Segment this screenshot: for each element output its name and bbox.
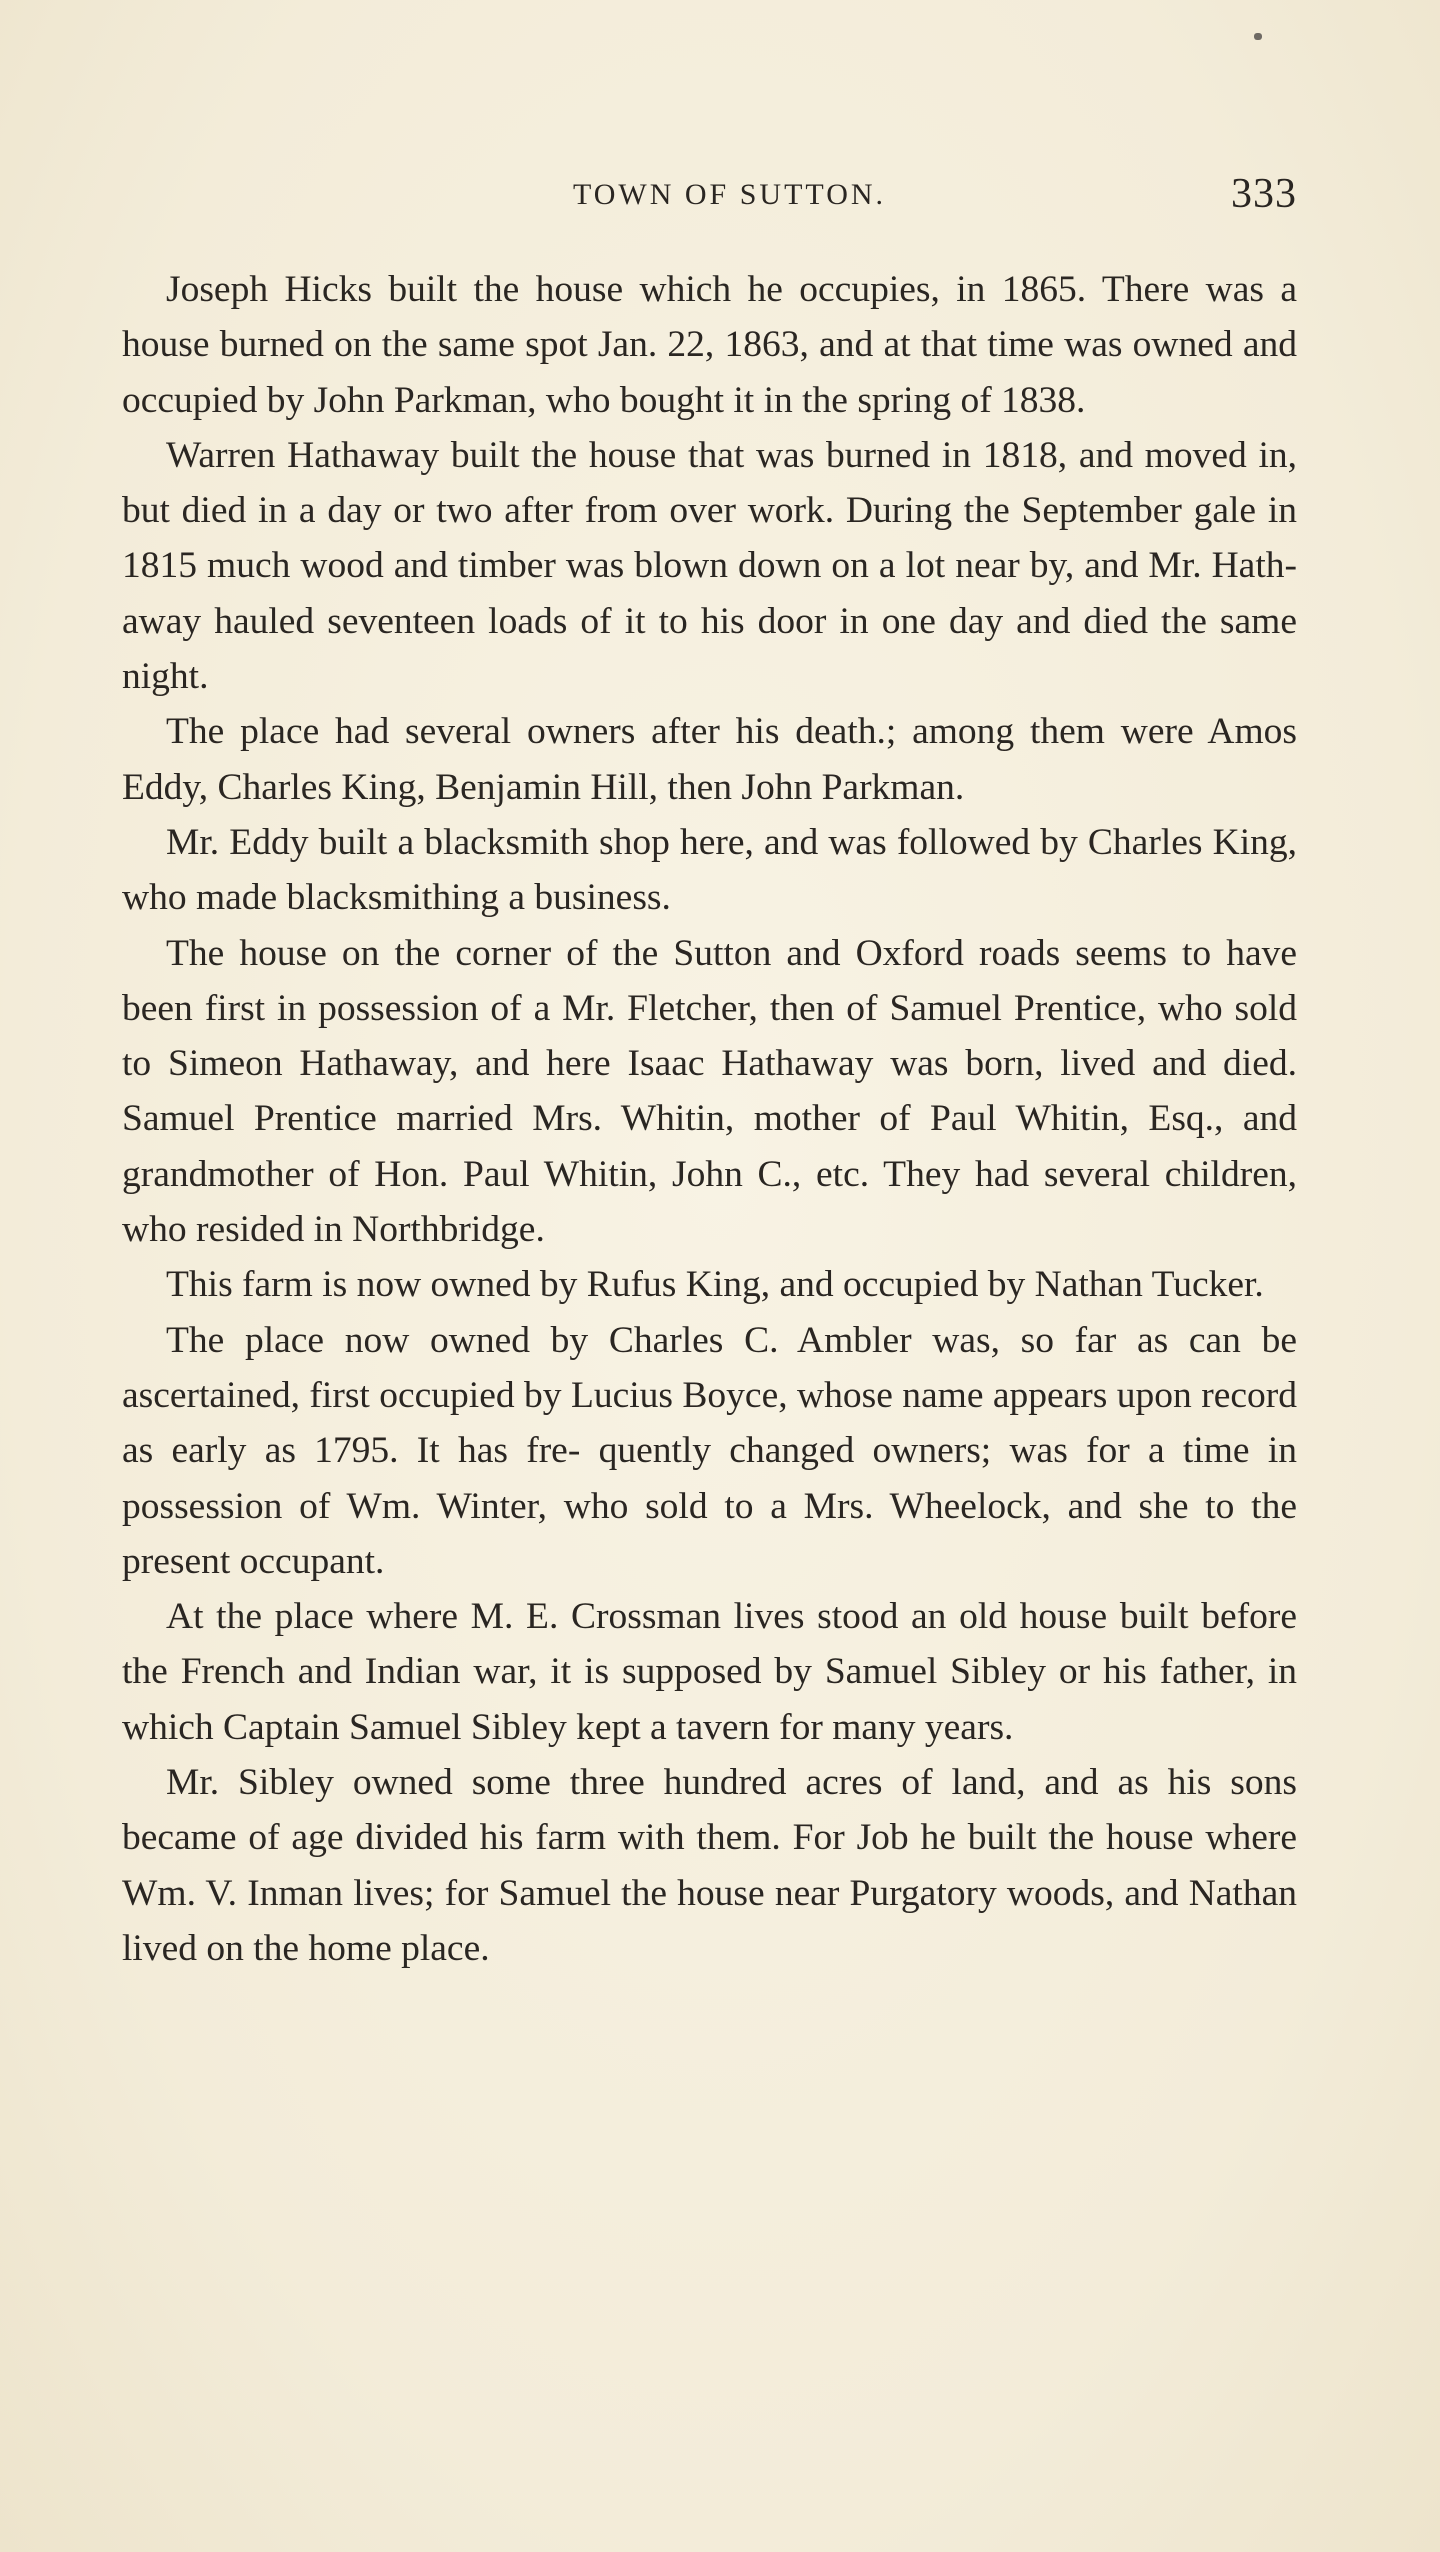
paragraph: Mr. Eddy built a blacksmith shop here, and was followed by Charles King, who made blacksmithing a business. xyxy=(122,821,1297,919)
paragraph: The place now owned by Charles C. Ambler was, so far as can be ascertained, first occupied by Lucius Boyce, whose name appears upon record as early as 1795. It has fre- quently changed owners; was for a time in possession of Wm. Winter, who sold to a Mrs. Wheelock, and she to the present occupant. xyxy=(122,1319,1297,1582)
paragraph: This farm is now owned by Rufus King, and occupied by Nathan Tucker. xyxy=(166,1264,1264,1306)
page-header xyxy=(122,170,1297,230)
paragraph: At the place where M. E. Crossman lives stood an old house built before the French and Indian war, it is supposed by Samuel Sibley or his father, in which Captain Samuel Sibley kept a tavern for many years. xyxy=(122,1596,1297,1748)
paragraph: Warren Hathaway built the house that was burned in 1818, and moved in, but died in a day or two after from over work. During the September gale in 1815 much wood and timber was blown down on a lot near by, and Mr. Hath- away hauled seventeen loads of it to his door in one day and died the same night. xyxy=(122,434,1297,698)
paragraph: The house on the corner of the Sutton and Oxford roads seems to have been first in possession of a Mr. Fletcher, then of Samuel Prentice, who sold to Simeon Hathaway, and here Isaac Hathaway was born, lived and died. Samuel Prentice married Mrs. Whitin, mother of Paul Whitin, Esq., and grandmother of Hon. Paul Whitin, John C., etc. They had several children, who resided in Northbridge. xyxy=(122,932,1297,1251)
paragraph: The place had several owners after his death.; among them were Amos Eddy, Charles King, Benjamin Hill, then John Parkman. xyxy=(122,711,1297,808)
print-speck xyxy=(1254,33,1262,40)
page-number: 333 xyxy=(1231,171,1297,217)
running-head: TOWN OF SUTTON. xyxy=(572,178,887,211)
body-text xyxy=(122,262,1297,1976)
paragraph: Joseph Hicks built the house which he occupies, in 1865. There was a house burned on the same spot Jan. 22, 1863, and at that time was owned and occupied by John Parkman, who bought it in the spring of 1838. xyxy=(122,269,1297,421)
paragraph: Mr. Sibley owned some three hundred acres of land, and as his sons became of age divided his farm with them. For Job he built the house where Wm. V. Inman lives; for Samuel the house near Purgatory woods, and Nathan lived on the home place. xyxy=(122,1762,1297,1969)
